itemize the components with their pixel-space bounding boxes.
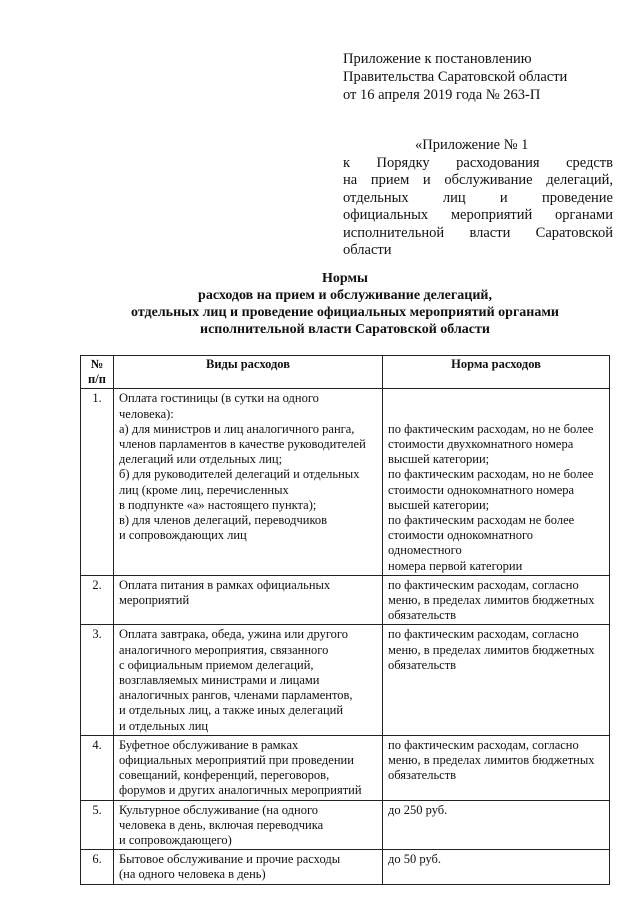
annex-title: «Приложение № 1: [415, 137, 529, 153]
text-line: меню, в пределах лимитов бюджетных: [388, 753, 595, 768]
text-line: с официальным приемом делегаций,: [119, 657, 314, 672]
text-line: в подпункте «а» настоящего пункта);: [119, 497, 317, 512]
expense-norm: [383, 735, 610, 800]
text-line: обязательств: [388, 608, 457, 623]
text-line: по фактическим расходам, согласно: [388, 627, 579, 642]
row-number: 6.: [81, 850, 114, 884]
text-line: меню, в пределах лимитов бюджетных: [388, 593, 595, 608]
expense-norm: [383, 389, 610, 575]
text-line: высшей категории;: [388, 452, 490, 467]
text-line: и сопровождающего): [119, 833, 232, 848]
text-line: форумов и других аналогичных мероприятий: [119, 783, 362, 798]
text-line: меню, в пределах лимитов бюджетных: [388, 642, 595, 657]
header-expense-norm: Норма расходов: [383, 356, 610, 389]
header-num: [81, 356, 114, 389]
text-line: по фактическим расходам, согласно: [388, 737, 579, 752]
annex-line-3: отдельных лиц и проведение: [343, 189, 613, 206]
approval-line-2: Правительства Саратовской области: [343, 69, 568, 85]
annex-reference: [343, 137, 613, 260]
table-row: [81, 850, 610, 884]
row-number: 4.: [81, 735, 114, 800]
text-line: стоимости двухкомнатного номера: [388, 436, 574, 451]
text-line: и отдельных лиц, а также иных делегаций: [119, 703, 344, 718]
text-line: до 50 руб.: [388, 852, 442, 867]
text-line: по фактическим расходам не более: [388, 513, 575, 527]
text-line: членов парламентов в качестве руководителей: [119, 437, 366, 452]
text-line: человека в день, включая переводчика: [119, 817, 324, 832]
approval-header: [343, 50, 613, 104]
text-line: Оплата гостиницы (в сутки на одного: [119, 391, 319, 406]
text-line: по фактическим расходам, но не более: [388, 467, 594, 482]
table-header-row: [81, 356, 610, 389]
text-line: в) для членов делегаций, переводчиков: [119, 513, 328, 528]
table-row: [81, 800, 610, 850]
document-title-line-3: отдельных лиц и проведение официальных мероприятий органами: [131, 305, 559, 320]
header-num-line-2: п/п: [88, 372, 106, 387]
text-line: и отдельных лиц: [119, 718, 209, 733]
text-line: официальных мероприятий при проведении: [119, 753, 354, 768]
text-line: б) для руководителей делегаций и отдельных: [119, 467, 360, 482]
text-line: мероприятий: [119, 593, 190, 608]
blank-line: [388, 407, 606, 422]
expense-norm: [383, 850, 610, 884]
approval-line-3: от 16 апреля 2019 года № 263-П: [343, 87, 541, 103]
expense-type: [114, 575, 383, 625]
text-line: обязательств: [388, 768, 457, 783]
expense-type: [114, 735, 383, 800]
expense-type: [114, 850, 383, 884]
text-line: аналогичных рангов, членами парламентов,: [119, 688, 353, 703]
blank-line: [388, 391, 606, 406]
expense-norm: [383, 575, 610, 625]
text-line: Оплата завтрака, обеда, ужина или другого: [119, 627, 348, 642]
document-title: [60, 270, 630, 338]
text-line: Культурное обслуживание (на одного: [119, 802, 319, 817]
text-line: до 250 руб.: [388, 802, 448, 817]
text-line: стоимости однокомнатного номера: [388, 482, 575, 497]
header-num-line-1: №: [90, 357, 104, 371]
document-title-line-2: расходов на прием и обслуживание делегаций,: [198, 288, 492, 303]
text-line: Бытовое обслуживание и прочие расходы: [119, 852, 341, 867]
table-row: [81, 735, 610, 800]
annex-line-6: области: [343, 242, 392, 258]
text-line: Оплата питания в рамках официальных: [119, 577, 331, 592]
annex-line-2: на прием и обслуживание делегаций,: [343, 172, 613, 188]
approval-line-1: Приложение к постановлению: [343, 51, 532, 67]
expense-type: [114, 389, 383, 575]
text-line: номера первой категории: [388, 558, 523, 573]
annex-line-4: официальных мероприятий органами: [343, 207, 613, 223]
expense-type: [114, 625, 383, 735]
row-number: 5.: [81, 800, 114, 850]
text-line: аналогичного мероприятия, связанного: [119, 642, 329, 657]
row-number: 1.: [81, 389, 114, 575]
table-row: [81, 625, 610, 735]
text-line: совещаний, конференций, переговоров,: [119, 768, 330, 783]
text-line: возглавляемых министрами и лицами: [119, 673, 320, 688]
text-line: делегаций или отдельных лиц;: [119, 452, 283, 467]
expense-norm: [383, 625, 610, 735]
document-title-line-1: Нормы: [322, 271, 368, 286]
annex-line-1: к Порядку расходования средств: [343, 154, 613, 171]
text-line: Буфетное обслуживание в рамках: [119, 737, 299, 752]
document-title-line-4: исполнительной власти Саратовской области: [200, 322, 490, 337]
expense-type: [114, 800, 383, 850]
header-expense-type: Виды расходов: [114, 356, 383, 389]
text-line: и сопровождающих лиц: [119, 528, 247, 543]
text-line: стоимости однокомнатного одноместного: [388, 528, 534, 558]
row-number: 3.: [81, 625, 114, 735]
text-line: обязательств: [388, 657, 457, 672]
text-line: лиц (кроме лиц, перечисленных: [119, 482, 289, 497]
text-line: по фактическим расходам, согласно: [388, 577, 579, 592]
expense-norm: [383, 800, 610, 850]
annex-line-5: исполнительной власти Саратовской: [343, 224, 613, 241]
row-number: 2.: [81, 575, 114, 625]
text-line: человека):: [119, 406, 174, 421]
text-line: (на одного человека в день): [119, 867, 266, 882]
table-row: [81, 575, 610, 625]
norms-table: [80, 355, 610, 885]
table-row: [81, 389, 610, 575]
text-line: по фактическим расходам, но не более: [388, 421, 594, 436]
text-line: высшей категории;: [388, 497, 490, 512]
text-line: а) для министров и лиц аналогичного ранга,: [119, 421, 355, 436]
